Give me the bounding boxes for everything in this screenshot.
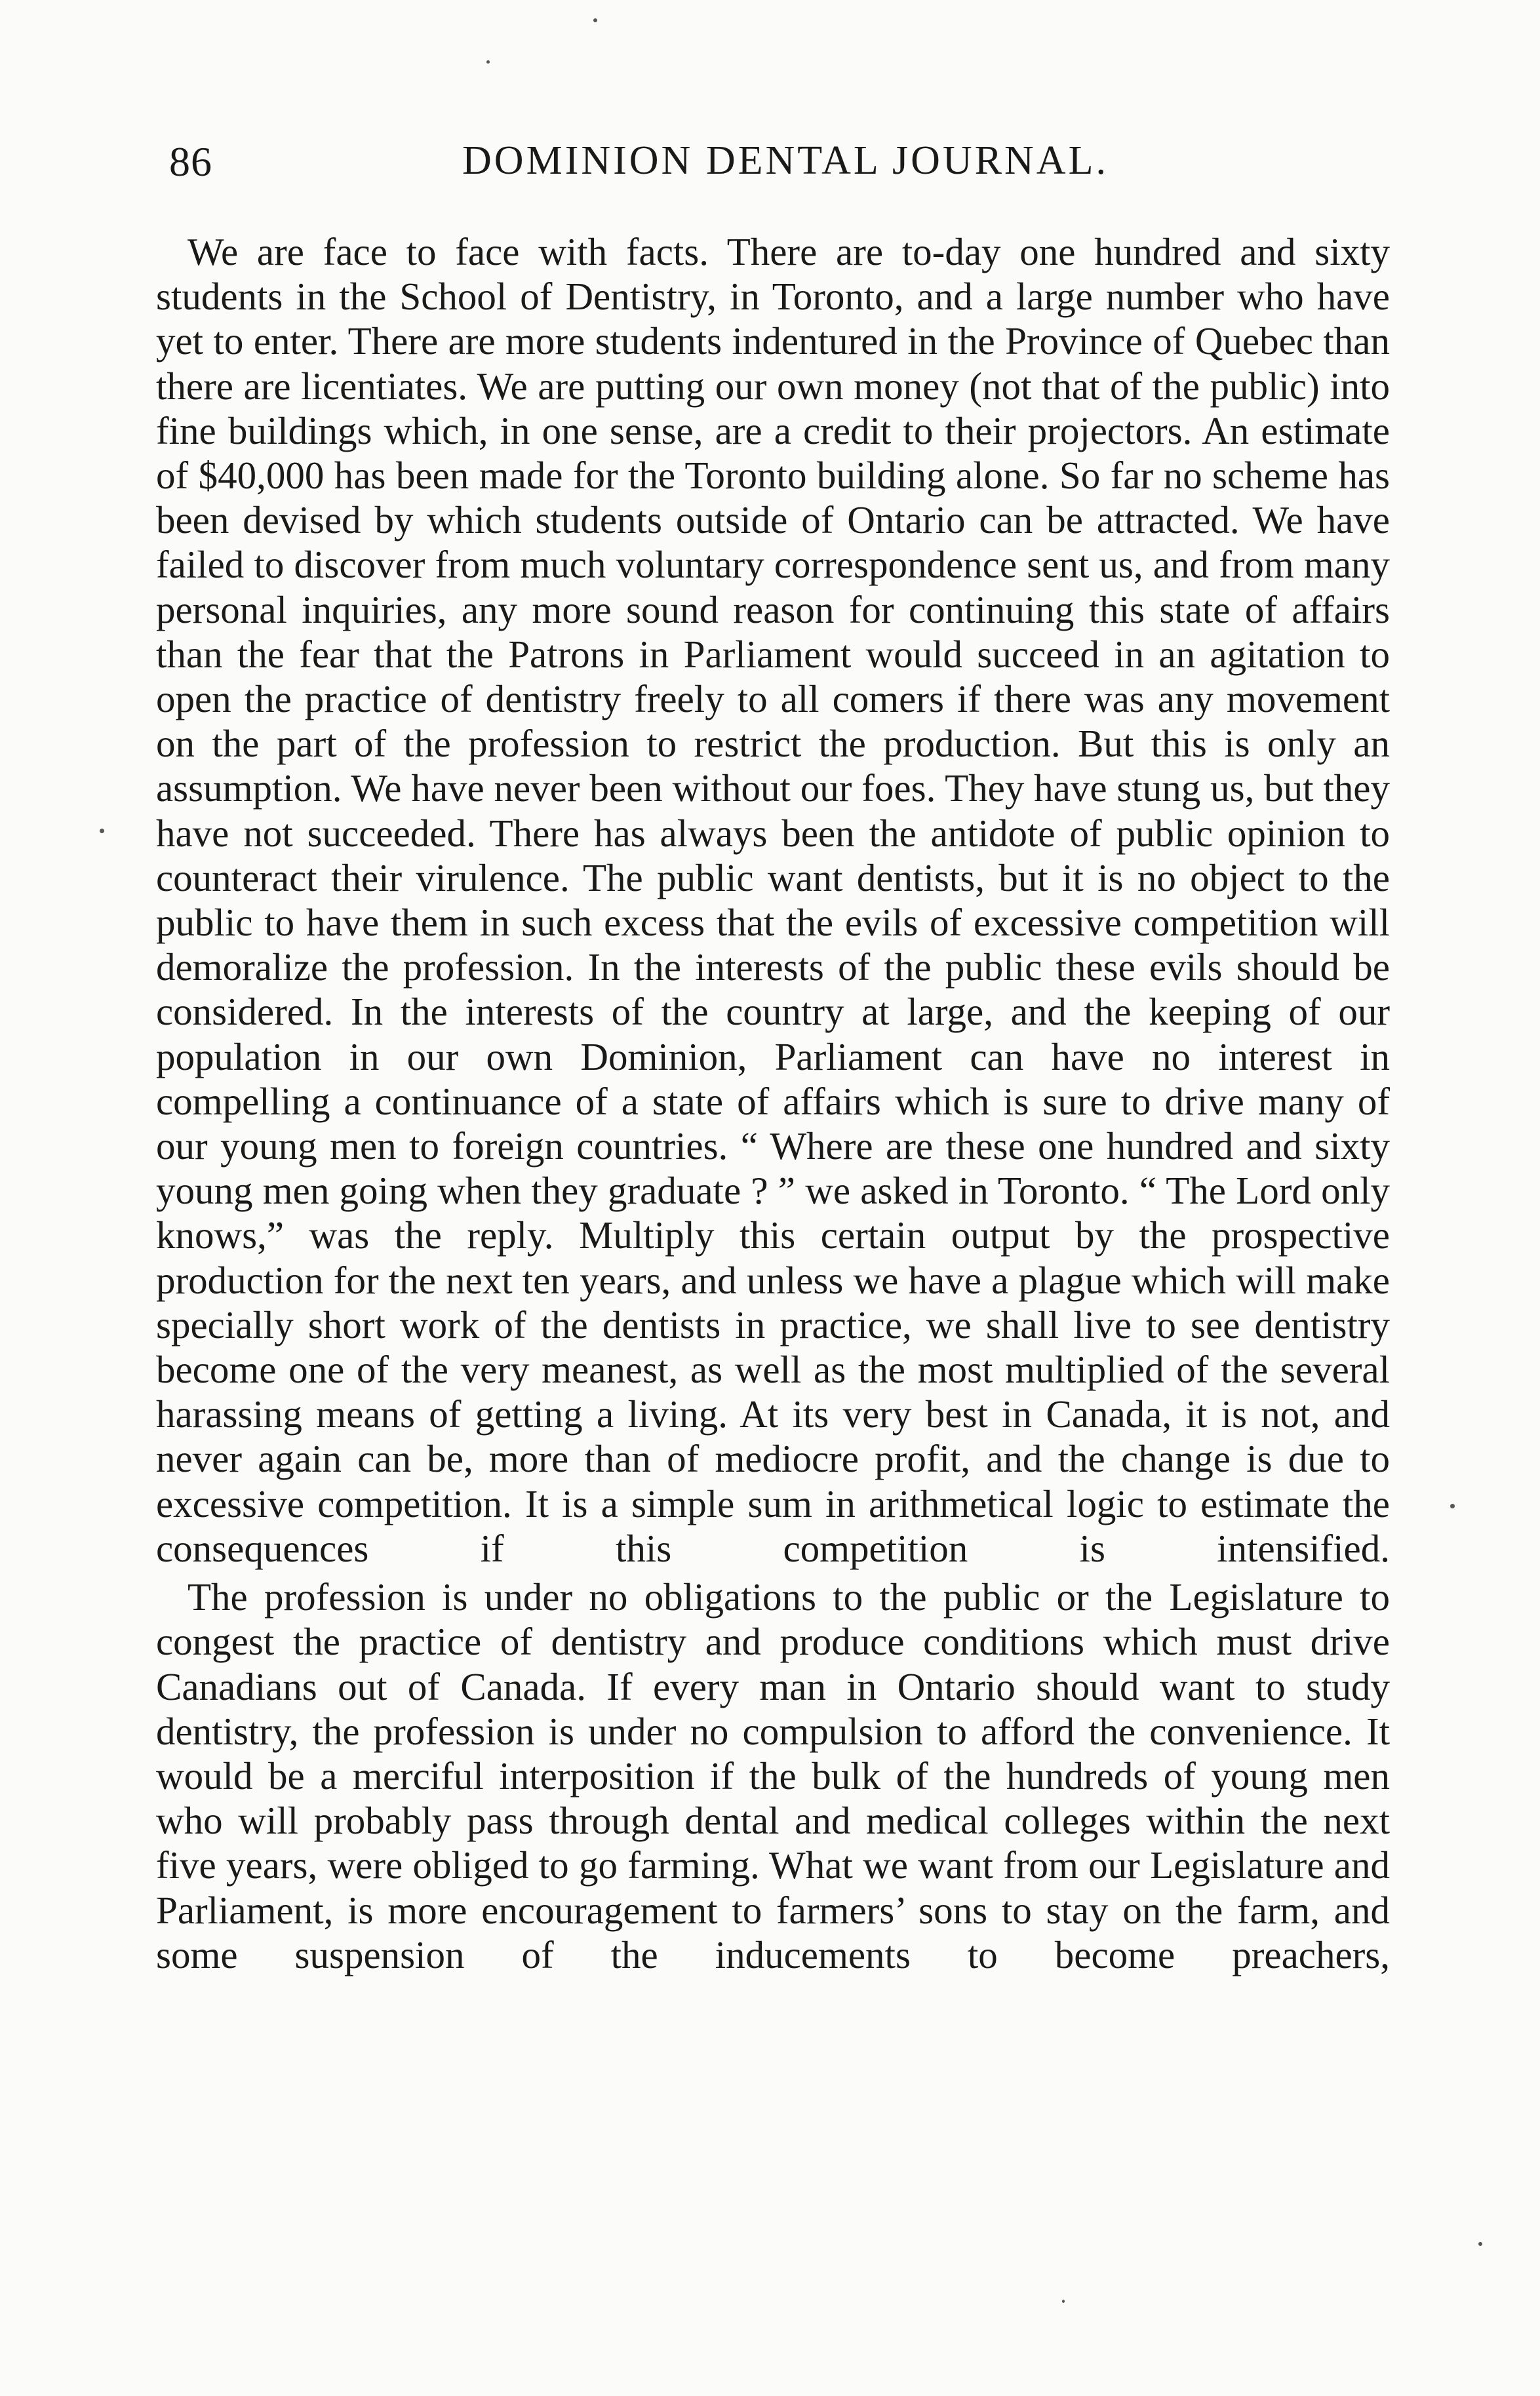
- print-speck: [1478, 2242, 1482, 2246]
- print-speck: [1062, 2300, 1065, 2303]
- print-speck: [1450, 1504, 1455, 1508]
- paragraph: We are face to face with facts. There are to-day one hundred and sixty students in the School of Dentistry, in Toronto, and a large number who have yet to enter. There are more students indentured in the Province of Quebec than there are licentiates. We are putting our own money (not that of the public) into fine buildings which, in one sense, are a credit to their projectors. An estimate of $40,000 has been made for the Toronto building alone. So far no scheme has been devised by which students outside of Ontario can be attracted. We have failed to discover from much voluntary correspondence sent us, and from many personal inquiries, any more sound reason for continuing this state of affairs than the fear that the Patrons in Parliament would succeed in an agitation to open the practice of dentistry freely to all comers if there was any movement on the part of the profession to restrict the production. But this is only an assumption. We have never been without our foes. They have stung us, but they have not succeeded. There has always been the antidote of public opinion to counteract their virulence. The public want dentists, but it is no object to the public to have them in such excess that the evils of excessive competition will demoralize the profession. In the interests of the public these evils should be considered. In the interests of the country at large, and the keeping of our population in our own Dominion, Parliament can have no interest in compelling a continuance of a state of affairs which is sure to drive many of our young men to foreign countries. “ Where are these one hundred and sixty young men going when they graduate ? ” we asked in Toronto. “ The Lord only knows,” was the reply. Multiply this certain output by the prospective production for the next ten years, and unless we have a plague which will make specially short work of the dentists in practice, we shall live to see dentistry become one of the very meanest, as well as the most multiplied of the several harassing means of getting a living. At its very best in Canada, it is not, and never again can be, more than of mediocre profit, and the change is due to excessive competition. It is a simple sum in arithmetical logic to estimate the consequences if this competition is intensified.: [156, 230, 1390, 1570]
- running-header: [169, 131, 1402, 190]
- page-number: 86: [169, 138, 212, 185]
- print-speck: [486, 60, 490, 64]
- paragraph: The profession is under no obligations to the public or the Legislature to congest the practice of dentistry and produce conditions which must drive Canadians out of Canada. If every man in Ontario should want to study dentistry, the profession is under no compulsion to afford the convenience. It would be a merciful interposition if the bulk of the hundreds of young men who will probably pass through dental and medical colleges within the next five years, were obliged to go farming. What we want from our Legislature and Parliament, is more encouragement to farmers’ sons to stay on the farm, and some suspension of the inducements to become preachers,: [156, 1575, 1390, 1976]
- print-speck: [593, 18, 597, 22]
- journal-title: DOMINION DENTAL JOURNAL.: [462, 138, 1109, 183]
- print-speck: [100, 829, 104, 833]
- article-body: [156, 229, 1390, 1977]
